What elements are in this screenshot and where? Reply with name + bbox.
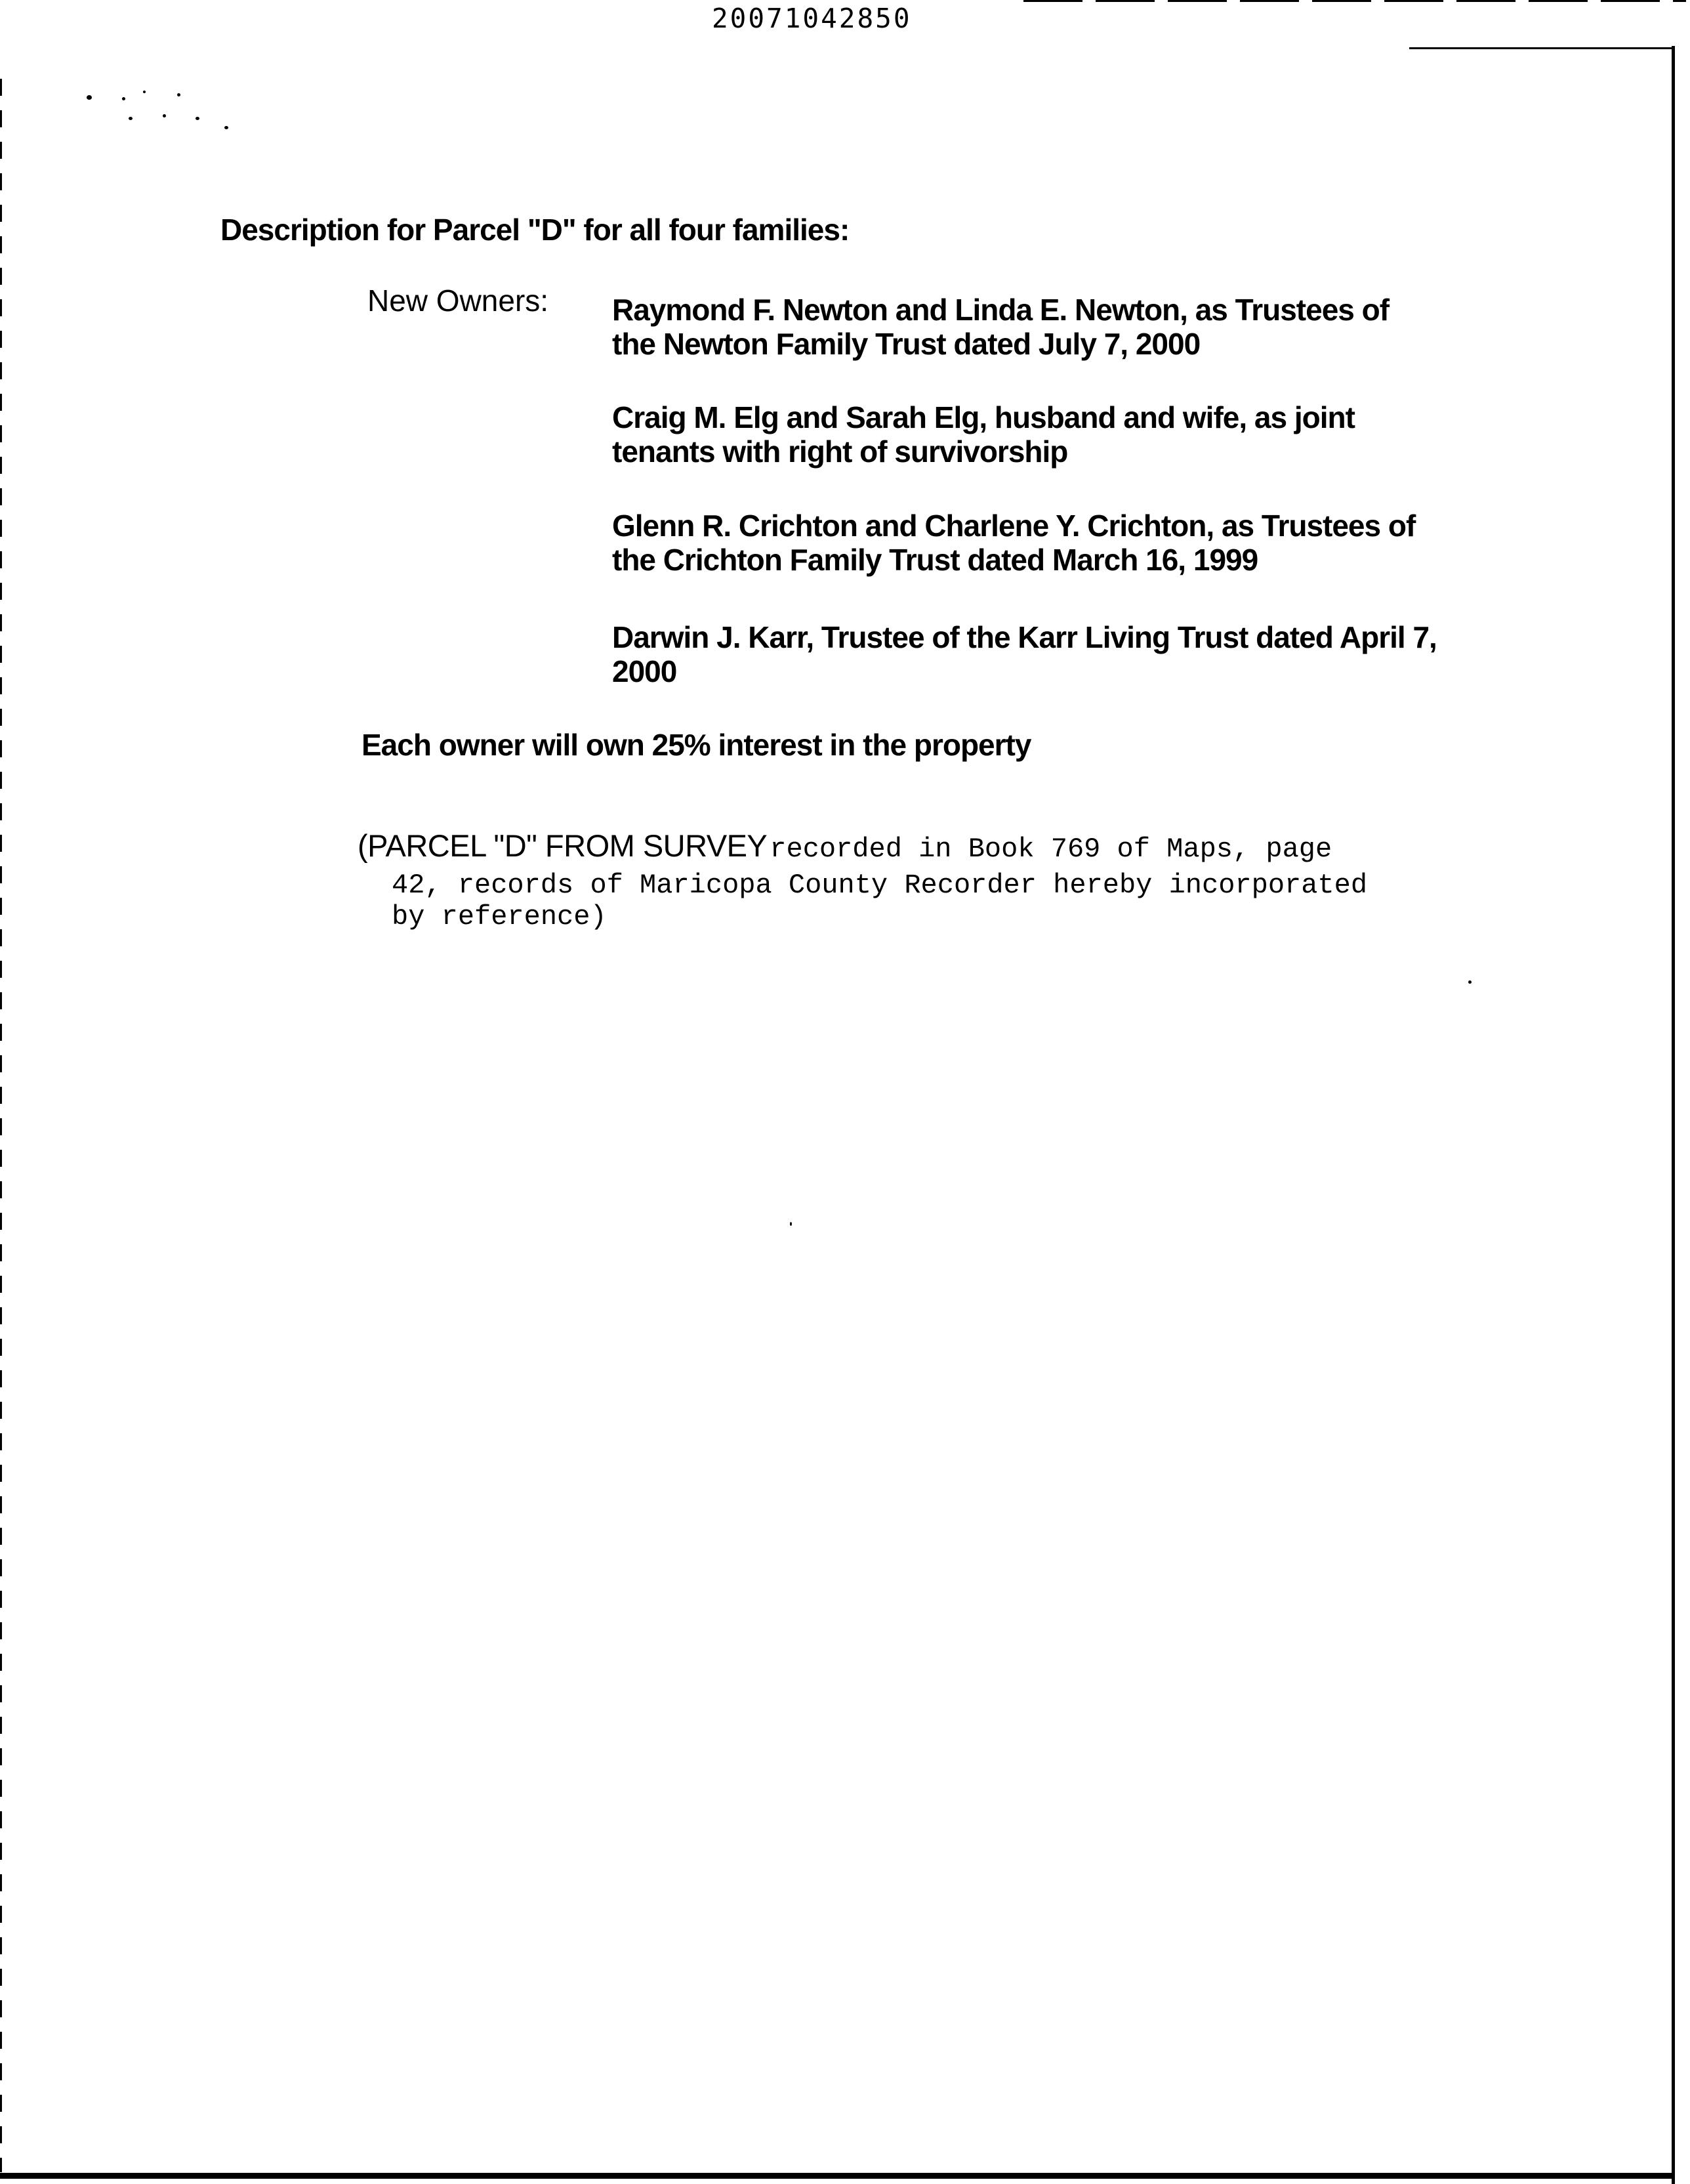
owner-entry-line: 2000 (612, 654, 677, 688)
page-title: Description for Parcel "D" for all four families: (220, 213, 850, 247)
survey-reference-text: 42, records of Maricopa County Recorder hereby incorporated (392, 870, 1368, 901)
survey-reference-lead: (PARCEL "D" FROM SURVEY (358, 828, 768, 863)
owner-entry-line: Craig M. Elg and Sarah Elg, husband and wife, as joint (612, 400, 1355, 434)
owner-entry-line: Darwin J. Karr, Trustee of the Karr Living Trust dated April 7, (612, 620, 1437, 654)
new-owners-label: New Owners: (367, 284, 549, 318)
survey-reference-text: by reference) (392, 901, 607, 933)
owner-entry (612, 620, 1437, 688)
scan-top-edge-marks (1023, 0, 1686, 2)
document-number: 20071042850 (712, 3, 912, 34)
owner-entry (612, 400, 1355, 469)
survey-reference (358, 830, 1367, 933)
owner-entry-line: Glenn R. Crichton and Charlene Y. Crichton, as Trustees of (612, 509, 1416, 543)
owner-entry-line: tenants with right of survivorship (612, 434, 1068, 469)
owner-entry-line: the Crichton Family Trust dated March 16, 1999 (612, 543, 1258, 577)
owner-entry-line: Raymond F. Newton and Linda E. Newton, as Trustees of (612, 293, 1390, 327)
scan-left-edge-marks (0, 79, 2, 2172)
owner-entry (612, 509, 1415, 577)
scan-top-rule (1409, 47, 1674, 49)
scan-right-border (1672, 46, 1675, 2184)
survey-reference-text: recorded in Book 769 of Maps, page (770, 833, 1332, 865)
interest-statement: Each owner will own 25% interest in the property (361, 728, 1031, 762)
owner-entry (612, 293, 1389, 361)
owner-entry-line: the Newton Family Trust dated July 7, 2000 (612, 327, 1201, 361)
scan-bottom-border (0, 2173, 1675, 2179)
